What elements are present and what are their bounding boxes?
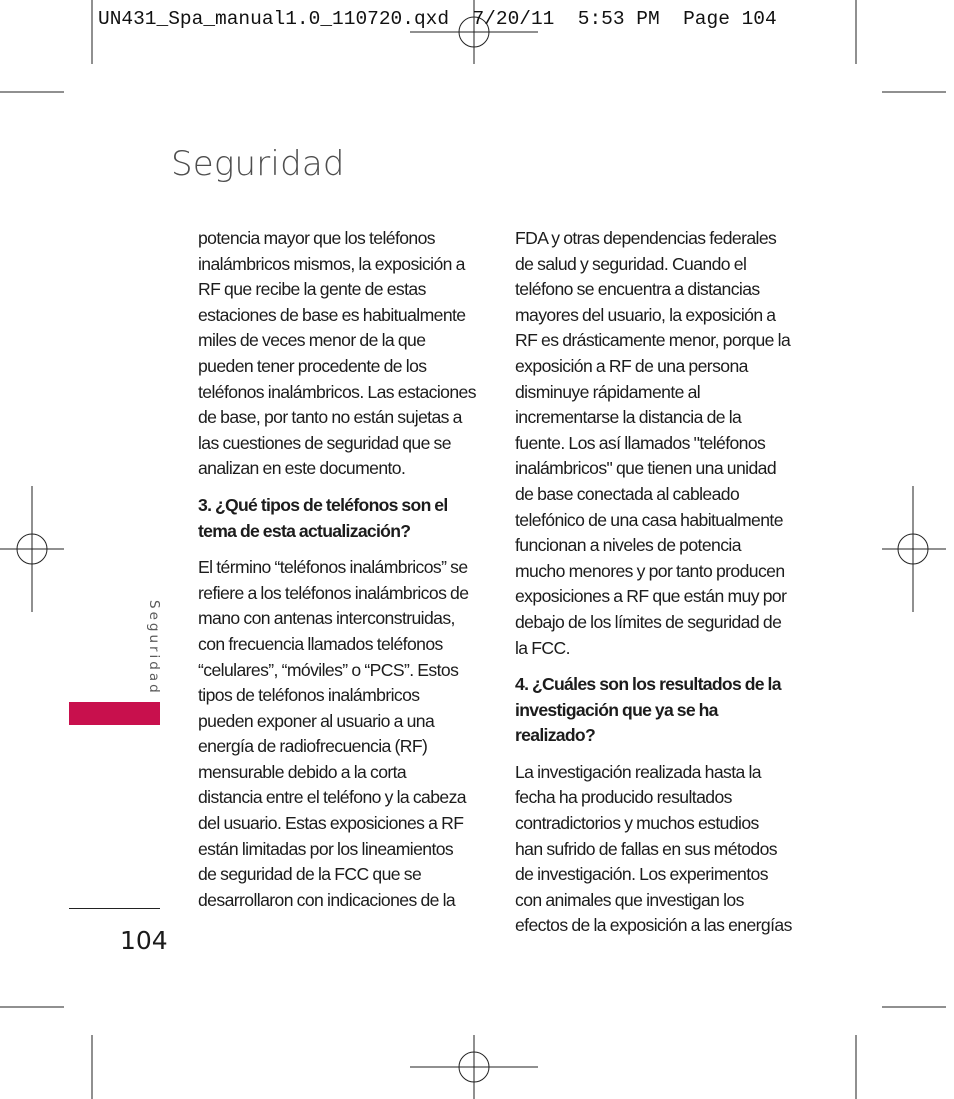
text-line: teléfonos inalámbricos. Las estaciones: [198, 381, 476, 402]
text-line: incrementarse la distancia de la: [515, 407, 742, 428]
text-line: mensurable debido a la corta: [198, 761, 407, 782]
side-tab-accent-bar: [69, 702, 160, 725]
text-line: teléfono se encuentra a distancias: [515, 279, 760, 300]
text-line: efectos de la exposición a las energías: [515, 915, 792, 936]
text-line: tema de esta actualización?: [198, 520, 411, 541]
text-line: mano con antenas interconstruidas,: [198, 608, 455, 629]
text-line: RF es drásticamente menor, porque la: [515, 330, 791, 351]
registration-mark-bottom: [410, 1035, 538, 1099]
left-column: [198, 226, 480, 913]
text-line: desarrollaron con indicaciones de la: [198, 889, 456, 910]
text-line: distancia entre el teléfono y la cabeza: [198, 787, 466, 808]
text-line: investigación que ya se ha realizado?: [515, 699, 718, 746]
text-line: disminuye rápidamente al: [515, 381, 701, 402]
text-line: pueden tener procedente de los: [198, 355, 427, 376]
text-line: exposición a RF de una persona: [515, 355, 748, 376]
right-column: [515, 226, 800, 939]
text-line: “celulares”, “móviles” o “PCS”. Estos: [198, 659, 459, 680]
text-line: El término “teléfonos inalámbricos” se: [198, 557, 468, 578]
text-line: funcionan a niveles de potencia: [515, 535, 741, 556]
text-line: La investigación realizada hasta la: [515, 761, 761, 782]
left-intro-paragraph: [198, 226, 480, 482]
right-intro-paragraph: [515, 226, 800, 661]
text-line: de base conectada al cableado: [515, 483, 740, 504]
text-line: del usuario. Estas exposiciones a RF: [198, 813, 464, 834]
text-line: la FCC.: [515, 637, 570, 658]
text-line: contradictorios y muchos estudios: [515, 813, 759, 834]
text-line: las cuestiones de seguridad que se: [198, 432, 451, 453]
text-line: de salud y seguridad. Cuando el: [515, 253, 747, 274]
text-line: pueden exponer al usuario a una: [198, 710, 435, 731]
text-line: con animales que investigan los: [515, 889, 744, 910]
question-3-heading: [198, 493, 480, 544]
text-line: FDA y otras dependencias federales: [515, 228, 777, 248]
text-line: RF que recibe la gente de estas: [198, 279, 426, 300]
text-line: de base, por tanto no están sujetas a: [198, 407, 462, 428]
print-slug-header: UN431_Spa_manual1.0_110720.qxd 7/20/11 5:53 PM Page 104: [98, 8, 777, 30]
text-line: 4. ¿Cuáles son los resultados de la: [515, 674, 781, 695]
text-line: analizan en este documento.: [198, 458, 406, 479]
text-line: están limitadas por los lineamientos: [198, 838, 454, 859]
text-line: miles de veces menor de la que: [198, 330, 426, 351]
text-line: han sufrido de fallas en sus métodos: [515, 838, 777, 859]
registration-mark-right: [882, 486, 946, 612]
question-4-heading: [515, 672, 800, 749]
side-tab-label: Seguridad: [146, 600, 162, 696]
text-line: de investigación. Los experimentos: [515, 864, 768, 885]
text-line: exposiciones a RF que están muy por: [515, 586, 787, 607]
text-line: 3. ¿Qué tipos de teléfonos son el: [198, 494, 448, 515]
question-4-answer: [515, 760, 800, 939]
page-number: 104: [120, 926, 168, 955]
section-title: Seguridad: [171, 144, 345, 184]
text-line: de seguridad de la FCC que se: [198, 864, 422, 885]
text-line: energía de radiofrecuencia (RF): [198, 736, 428, 757]
text-line: estaciones de base es habitualmente: [198, 304, 466, 325]
text-line: tipos de teléfonos inalámbricos: [198, 685, 420, 706]
question-3-answer: [198, 555, 480, 913]
text-line: refiere a los teléfonos inalámbricos de: [198, 582, 469, 603]
text-line: con frecuencia llamados teléfonos: [198, 633, 443, 654]
text-line: mayores del usuario, la exposición a: [515, 304, 776, 325]
text-line: debajo de los límites de seguridad de: [515, 611, 782, 632]
page-number-rule: [69, 908, 160, 909]
text-line: fecha ha producido resultados: [515, 787, 732, 808]
text-line: inalámbricos" que tienen una unidad: [515, 458, 777, 479]
registration-mark-left: [0, 486, 64, 612]
text-line: potencia mayor que los teléfonos: [198, 228, 436, 248]
text-line: fuente. Los así llamados "teléfonos: [515, 432, 766, 453]
text-line: telefónico de una casa habitualmente: [515, 509, 783, 530]
text-line: mucho menores y por tanto producen: [515, 560, 785, 581]
text-line: inalámbricos mismos, la exposición a: [198, 253, 465, 274]
